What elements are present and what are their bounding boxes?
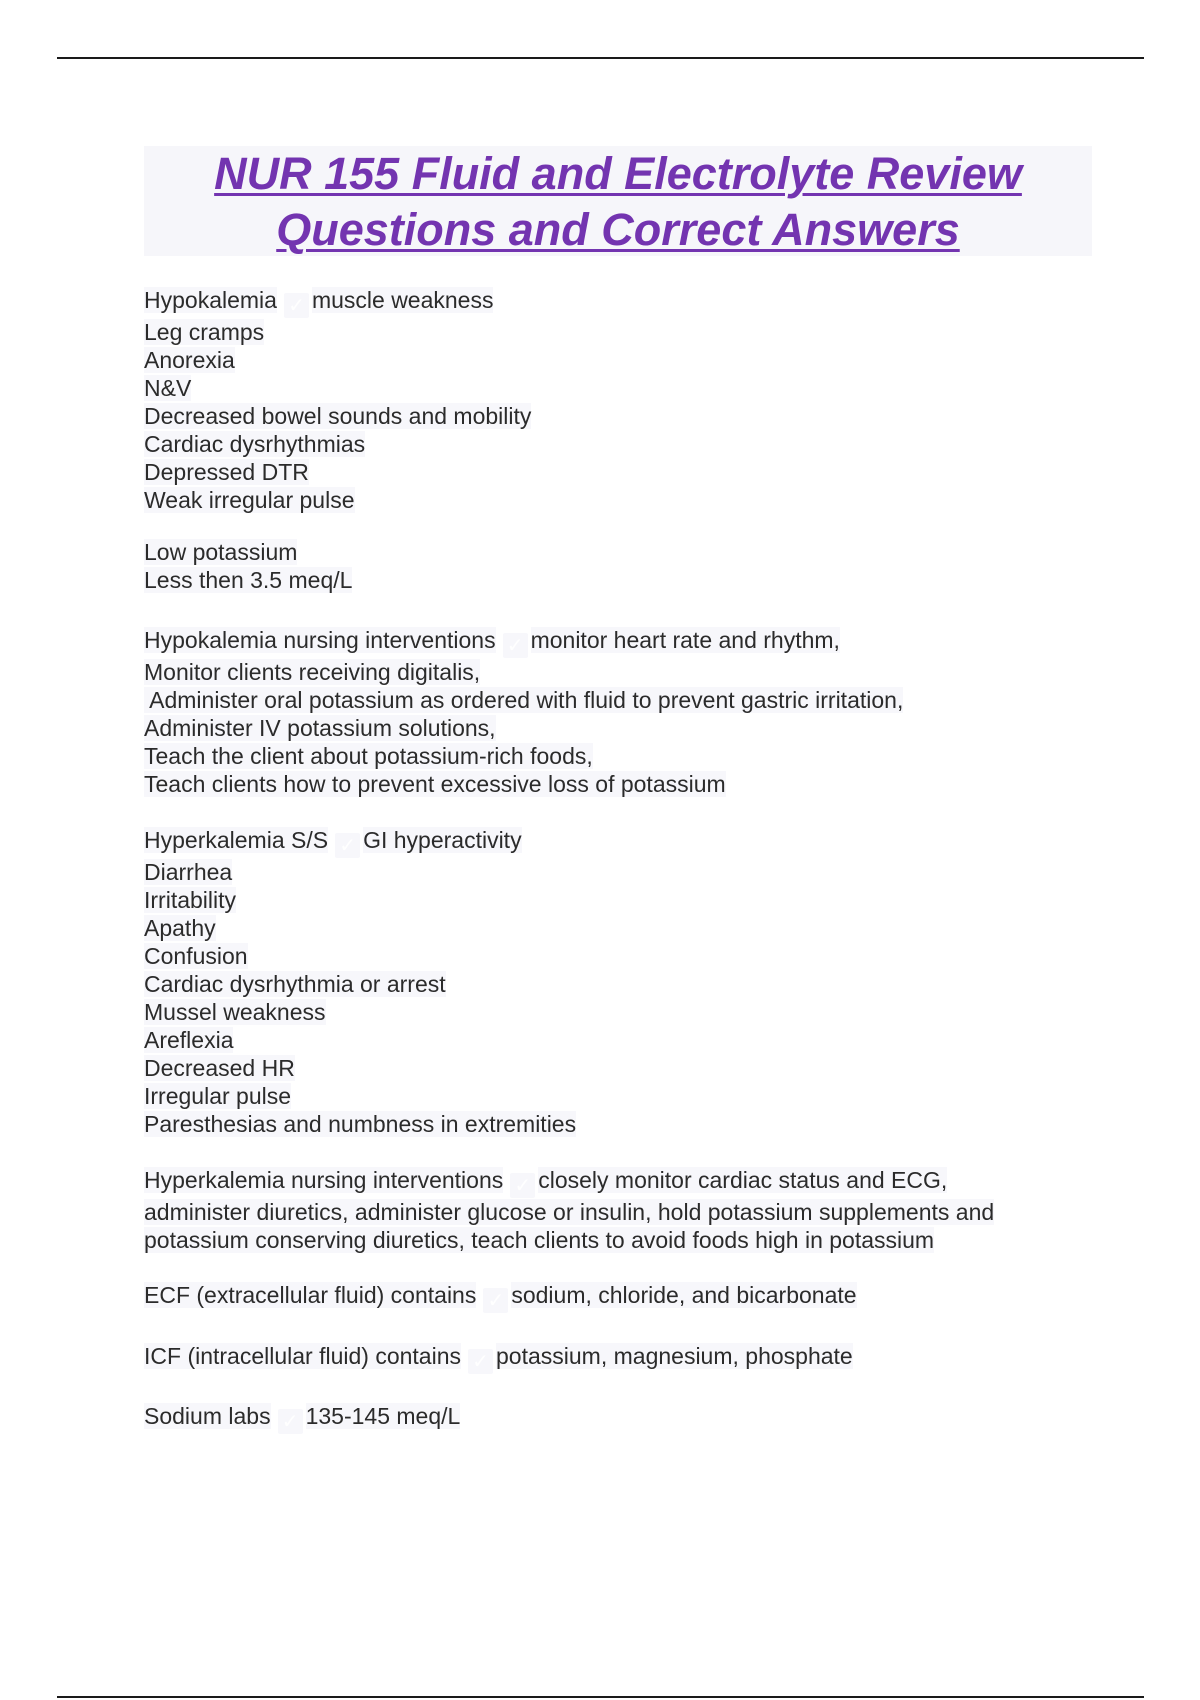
title-line-2: Questions and Correct Answers	[276, 204, 960, 255]
question-text: ECF (extracellular fluid) contains	[144, 1282, 477, 1308]
question-text: ICF (intracellular fluid) contains	[144, 1343, 462, 1369]
qa-item-ecf	[144, 1281, 857, 1313]
qa-item-hypokalemia-interventions	[144, 626, 903, 798]
answer-line: muscle weakness	[311, 287, 494, 313]
answer-line: Anorexia	[144, 347, 235, 373]
answer-line: Weak irregular pulse	[144, 487, 355, 513]
answer-line: monitor heart rate and rhythm,	[530, 627, 840, 653]
answer-line: GI hyperactivity	[363, 827, 522, 853]
answer-line: Administer IV potassium solutions,	[144, 715, 496, 741]
answer-line: 135-145 meq/L	[305, 1403, 461, 1429]
answer-line: potassium conserving diuretics, teach clients to avoid foods high in potassium	[144, 1227, 935, 1253]
question-text: Hyperkalemia nursing interventions	[144, 1167, 504, 1193]
checkmark-icon: ✓	[278, 1409, 303, 1434]
answer-line: administer diuretics, administer glucose or insulin, hold potassium supplements and	[144, 1199, 995, 1225]
checkmark-icon: ✓	[483, 1288, 508, 1313]
answer-line: Decreased HR	[144, 1055, 295, 1081]
qa-item-sodium-labs	[144, 1402, 460, 1434]
answer-line: Teach the client about potassium-rich foods,	[144, 743, 593, 769]
answer-line: Monitor clients receiving digitalis,	[144, 659, 481, 685]
checkmark-icon: ✓	[284, 293, 309, 318]
answer-line: Irritability	[144, 887, 237, 913]
qa-item-icf	[144, 1342, 853, 1374]
answer-line: Cardiac dysrhythmia or arrest	[144, 971, 446, 997]
qa-item-low-potassium	[144, 538, 352, 594]
answer-line: Decreased bowel sounds and mobility	[144, 403, 532, 429]
qa-item-hyperkalemia-ss	[144, 826, 576, 1138]
answer-line: Administer oral potassium as ordered with fluid to prevent gastric irritation,	[144, 687, 904, 713]
question-text: Hyperkalemia S/S	[144, 827, 329, 853]
answer-line: Diarrhea	[144, 859, 233, 885]
answer-line: closely monitor cardiac status and ECG,	[538, 1167, 948, 1193]
answer-line: Irregular pulse	[144, 1083, 292, 1109]
question-text: Hypokalemia	[144, 287, 277, 313]
answer-line: sodium, chloride, and bicarbonate	[511, 1282, 857, 1308]
question-text: Hypokalemia nursing interventions	[144, 627, 496, 653]
footer-rule	[57, 1696, 1144, 1698]
answer-line: N&V	[144, 375, 192, 401]
answer-line: Paresthesias and numbness in extremities	[144, 1111, 577, 1137]
answer-line: Leg cramps	[144, 319, 265, 345]
qa-item-hypokalemia	[144, 286, 531, 514]
answer-line: potassium, magnesium, phosphate	[496, 1343, 853, 1369]
answer-line: Confusion	[144, 943, 248, 969]
answer-line: Less then 3.5 meq/L	[144, 567, 353, 593]
checkmark-icon: ✓	[503, 633, 528, 658]
answer-line: Low potassium	[144, 539, 298, 565]
answer-line: Mussel weakness	[144, 999, 326, 1025]
answer-line: Apathy	[144, 915, 216, 941]
checkmark-icon: ✓	[335, 833, 360, 858]
document-title	[144, 146, 1092, 256]
checkmark-icon: ✓	[468, 1349, 493, 1374]
title-line-1: NUR 155 Fluid and Electrolyte Review	[214, 148, 1022, 199]
answer-line: Cardiac dysrhythmias	[144, 431, 366, 457]
header-rule	[57, 57, 1144, 59]
answer-line: Areflexia	[144, 1027, 234, 1053]
question-text: Sodium labs	[144, 1403, 271, 1429]
answer-line: Depressed DTR	[144, 459, 309, 485]
checkmark-icon: ✓	[510, 1173, 535, 1198]
answer-line: Teach clients how to prevent excessive loss of potassium	[144, 771, 726, 797]
qa-item-hyperkalemia-interventions	[144, 1166, 994, 1254]
